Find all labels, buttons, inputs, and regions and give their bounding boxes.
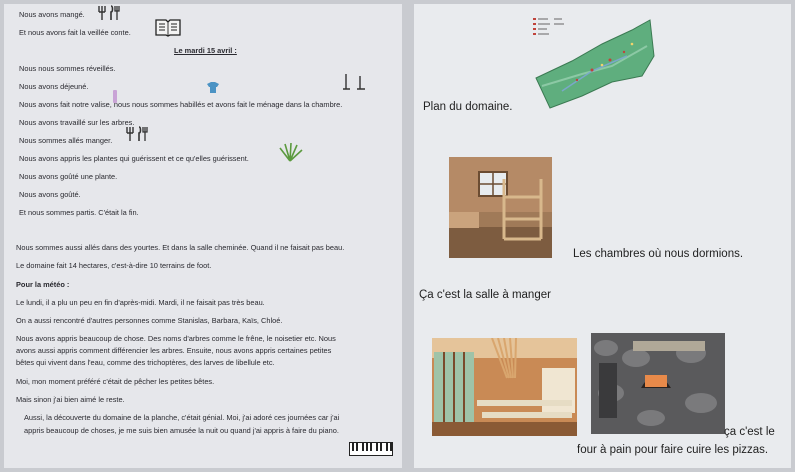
journal-line: Nous sommes aussi allés dans des yourtes. Et dans la salle cheminée. Quand il ne faisait pas beau. [16,243,345,252]
journal-line: Nous avons travaillé sur les arbres. [19,118,135,127]
journal-line: Aussi, la découverte du domaine de la planche, c'était génial. Moi, j'ai adoré ces journées car j'ai [24,413,340,422]
plant-icon [276,142,304,162]
bedroom-photo [449,157,552,258]
photo-page [414,4,791,468]
map-legend [532,16,572,42]
journal-line: Et nous sommes partis. C'était la fin. [19,208,139,217]
journal-line: appris beaucoup de choses, je me suis bien amusée la nuit ou quand j'ai appris à faire du piano. [24,426,339,435]
journal-line: Nous avons déjeuné. [19,82,89,91]
oven-caption-line1: ça c'est le [724,426,775,438]
broom-icon [340,73,370,93]
date-heading: Le mardi 15 avril : [174,46,237,55]
journal-line: Nous avons fait notre valise, nous nous sommes habillés et avons fait le ménage dans la chambre. [19,100,343,109]
journal-line: Et nous avons fait la veillée conte. [19,28,131,37]
map-caption: Plan du domaine. [423,101,513,113]
book-icon [154,17,182,37]
journal-line: On a aussi rencontré d'autres personnes comme Stanislas, Barbara, Kaïs, Chloé. [16,316,283,325]
journal-page [4,4,402,468]
oven-caption-line2: four à pain pour faire cuire les pizzas. [577,444,769,456]
journal-line: avons aussi appris comment différencier les arbres. Ensuite, nous avons appris certaines petites [16,346,332,355]
journal-line: Le lundi, il a plu un peu en fin d'après-midi. Mardi, il ne faisait pas très beau. [16,298,265,307]
piano-icon [349,442,393,456]
journal-line: Le domaine fait 14 hectares, c'est-à-dire 10 terrains de foot. [16,261,212,270]
journal-line: Moi, mon moment préféré c'était de pêcher les petites bêtes. [16,377,215,386]
cutlery-icon [124,126,150,142]
journal-line: Nous avons appris beaucoup de chose. Des noms d'arbres comme le frêne, le noisetier etc. Nous [16,334,336,343]
journal-line: Nous sommes allés manger. [19,136,113,145]
journal-line: Mais sinon j'ai bien aimé le reste. [16,395,125,404]
rooms-caption: Les chambres où nous dormions. [573,248,744,260]
journal-line: Nous avons goûté. [19,190,81,199]
weather-heading: Pour la météo : [16,280,70,289]
cutlery-icon [96,5,122,21]
journal-line: Nous avons mangé. [19,10,85,19]
dining-caption: Ça c'est la salle à manger [419,289,551,301]
journal-line: Nous avons appris les plantes qui guérissent et ce qu'elles guérissent. [19,154,249,163]
bread-oven-photo [591,333,725,434]
dining-room-photo [432,338,577,436]
journal-line: Nous avons goûté une plante. [19,172,118,181]
journal-line: bêtes qui vivent dans l'eau, comme des trichoptères, des larves de libellule etc. [16,358,275,367]
journal-line: Nous nous sommes réveillés. [19,64,116,73]
shirt-icon [206,81,220,93]
